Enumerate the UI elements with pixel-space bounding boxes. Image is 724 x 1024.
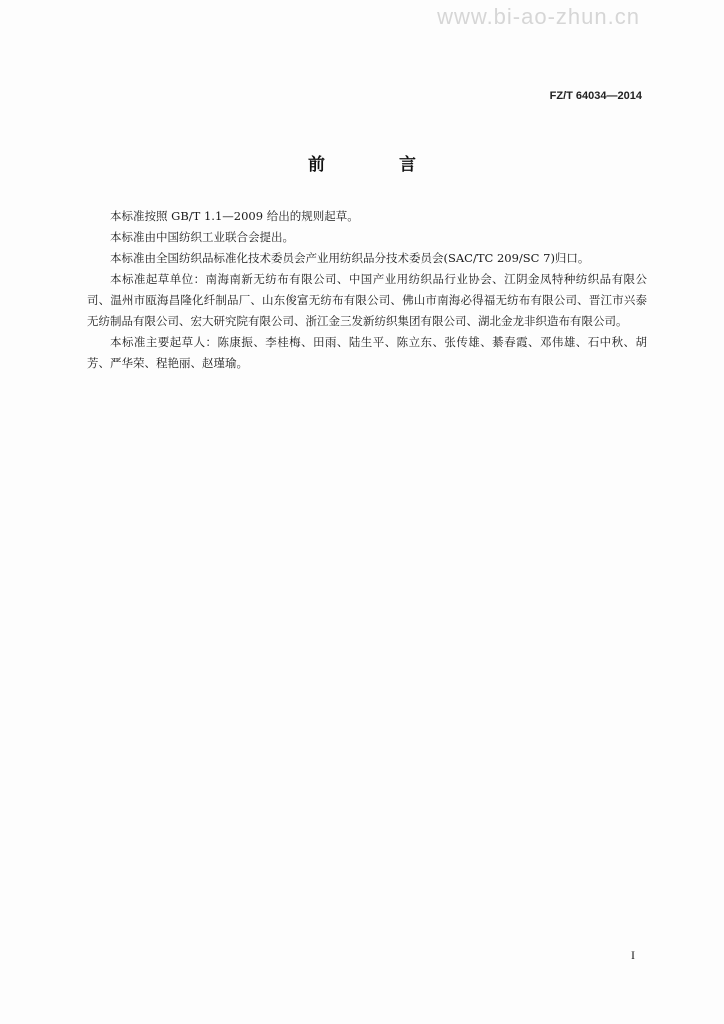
paragraph-committee: 本标准由全国纺织品标准化技术委员会产业用纺织品分技术委员会(SAC/TC 209/SC 7)归口。 bbox=[110, 251, 590, 265]
watermark: www.bi-ao-zhun.cn bbox=[437, 4, 640, 29]
paragraph-proposer: 本标准由中国纺织工业联合会提出。 bbox=[110, 230, 294, 244]
page-title: 前 言 bbox=[308, 155, 450, 175]
page-number: I bbox=[631, 948, 635, 962]
paragraph-drafting-rules: 本标准按照 GB/T 1.1—2009 给出的规则起草。 bbox=[110, 209, 359, 223]
foreword-body bbox=[87, 206, 647, 374]
paragraph-drafting-units: 本标准起草单位：南海南新无纺布有限公司、中国产业用纺织品行业协会、江阴金凤特种纺织品有限公司、温州市瓯海昌隆化纤制品厂、山东俊富无纺布有限公司、佛山市南海必得福无纺布有限公司、晋江市兴泰无纺制品有限公司、宏大研究院有限公司、浙江金三发新纺织集团有限公司、湖北金龙非织造布有限公司。 bbox=[87, 272, 647, 328]
paragraph-drafters: 本标准主要起草人：陈康振、李桂梅、田雨、陆生平、陈立东、张传雄、綦春霞、邓伟雄、石中秋、胡芳、严华荣、程艳丽、赵瑾瑜。 bbox=[87, 335, 647, 370]
document-code: FZ/T 64034—2014 bbox=[549, 90, 642, 102]
